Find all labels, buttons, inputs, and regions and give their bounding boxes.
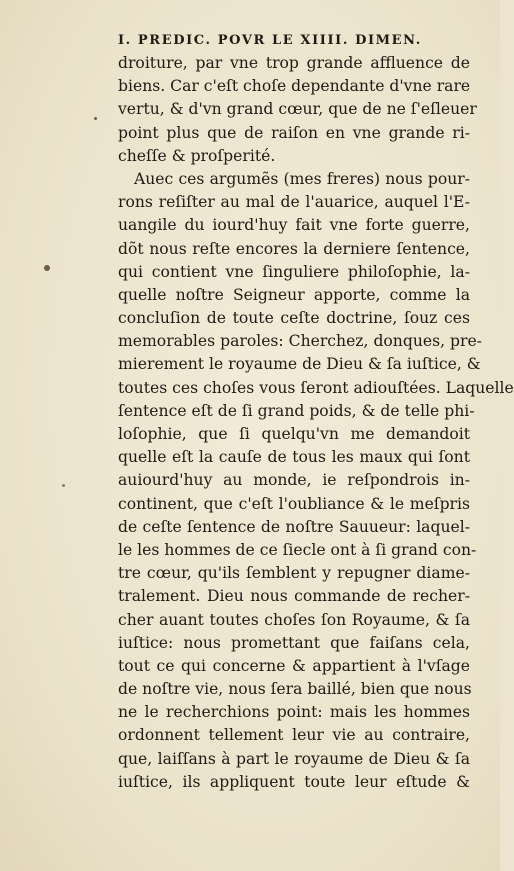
text-line: que, laiſſans à part le royaume de Dieu & ſa xyxy=(118,749,470,768)
text-line: cher auant toutes choſes ſon Royaume, & ſa xyxy=(118,610,470,629)
margin-mark xyxy=(94,117,97,120)
text-line: ordonnent tellement leur vie au contraire, xyxy=(118,726,470,745)
text-line: de noſtre vie, nous ſera baillé, bien que nous xyxy=(118,680,472,699)
text-line: le les hommes de ce ſiecle ont à ſi grand con- xyxy=(118,540,477,559)
running-header: I. PREDIC. POVR LE XIIII. DIMEN. xyxy=(118,33,422,48)
margin-mark xyxy=(62,484,65,487)
text-line: uangile du iourd'huy fait vne forte guerre, xyxy=(118,216,470,235)
text-line: point plus que de raiſon en vne grande ri- xyxy=(118,123,470,142)
text-line: iuſtice: nous promettant que faiſans cela, xyxy=(118,633,470,652)
text-line: tralement. Dieu nous commande de recher- xyxy=(118,587,470,606)
text-line: biens. Car c'eſt choſe dependante d'vne rare xyxy=(118,77,471,96)
text-line: memorables paroles: Cherchez, donques, pre- xyxy=(118,332,482,351)
text-line: auiourd'huy au monde, ie reſpondrois in- xyxy=(118,471,470,490)
text-line: quelle noſtre Seigneur apporte, comme la xyxy=(118,285,470,304)
text-line: concluſion de toute ceſte doctrine, ſouz ces xyxy=(118,309,470,328)
text-line: dõt nous reſte encores la derniere ſentence, xyxy=(118,239,470,258)
text-line: mierement le royaume de Dieu & ſa iuſtice, & xyxy=(118,355,481,374)
text-line: continent, que c'eſt l'oubliance & le meſpris xyxy=(118,494,470,513)
text-line: ne le recherchions point: mais les hommes xyxy=(118,703,470,722)
text-line: iuſtice, ils appliquent toute leur eſtude & xyxy=(118,772,470,791)
text-line: quelle eſt la cauſe de tous les maux qui ſont xyxy=(118,448,470,467)
text-line: qui contient vne ſinguliere philoſophie, la- xyxy=(118,262,470,281)
text-line: droiture, par vne trop grande affluence de xyxy=(118,54,470,72)
text-line: de ceſte ſentence de noſtre Sauueur: laquel- xyxy=(118,517,470,536)
text-line: loſophie, que ſi quelqu'vn me demandoit xyxy=(118,425,470,443)
body-text xyxy=(118,52,514,794)
text-line: toutes ces choſes vous ſeront adiouſtées. Laquelle xyxy=(118,378,514,397)
text-line: ſentence eſt de ſi grand poids, & de telle phi- xyxy=(118,401,475,420)
text-line: tout ce qui concerne & appartient à l'vſage xyxy=(118,656,470,675)
text-line: Auec ces argumẽs (mes freres) nous pour- xyxy=(134,169,470,188)
text-line: cheſſe & proſperité. xyxy=(118,146,276,165)
text-line: tre cœur, qu'ils ſemblent y repugner diame- xyxy=(118,564,470,583)
text-line: rons reſiſter au mal de l'auarice, auquel l'E- xyxy=(118,193,470,212)
text-line: vertu, & d'vn grand cœur, que de ne ſ'eſleuer xyxy=(118,100,477,119)
margin-mark xyxy=(44,265,50,271)
